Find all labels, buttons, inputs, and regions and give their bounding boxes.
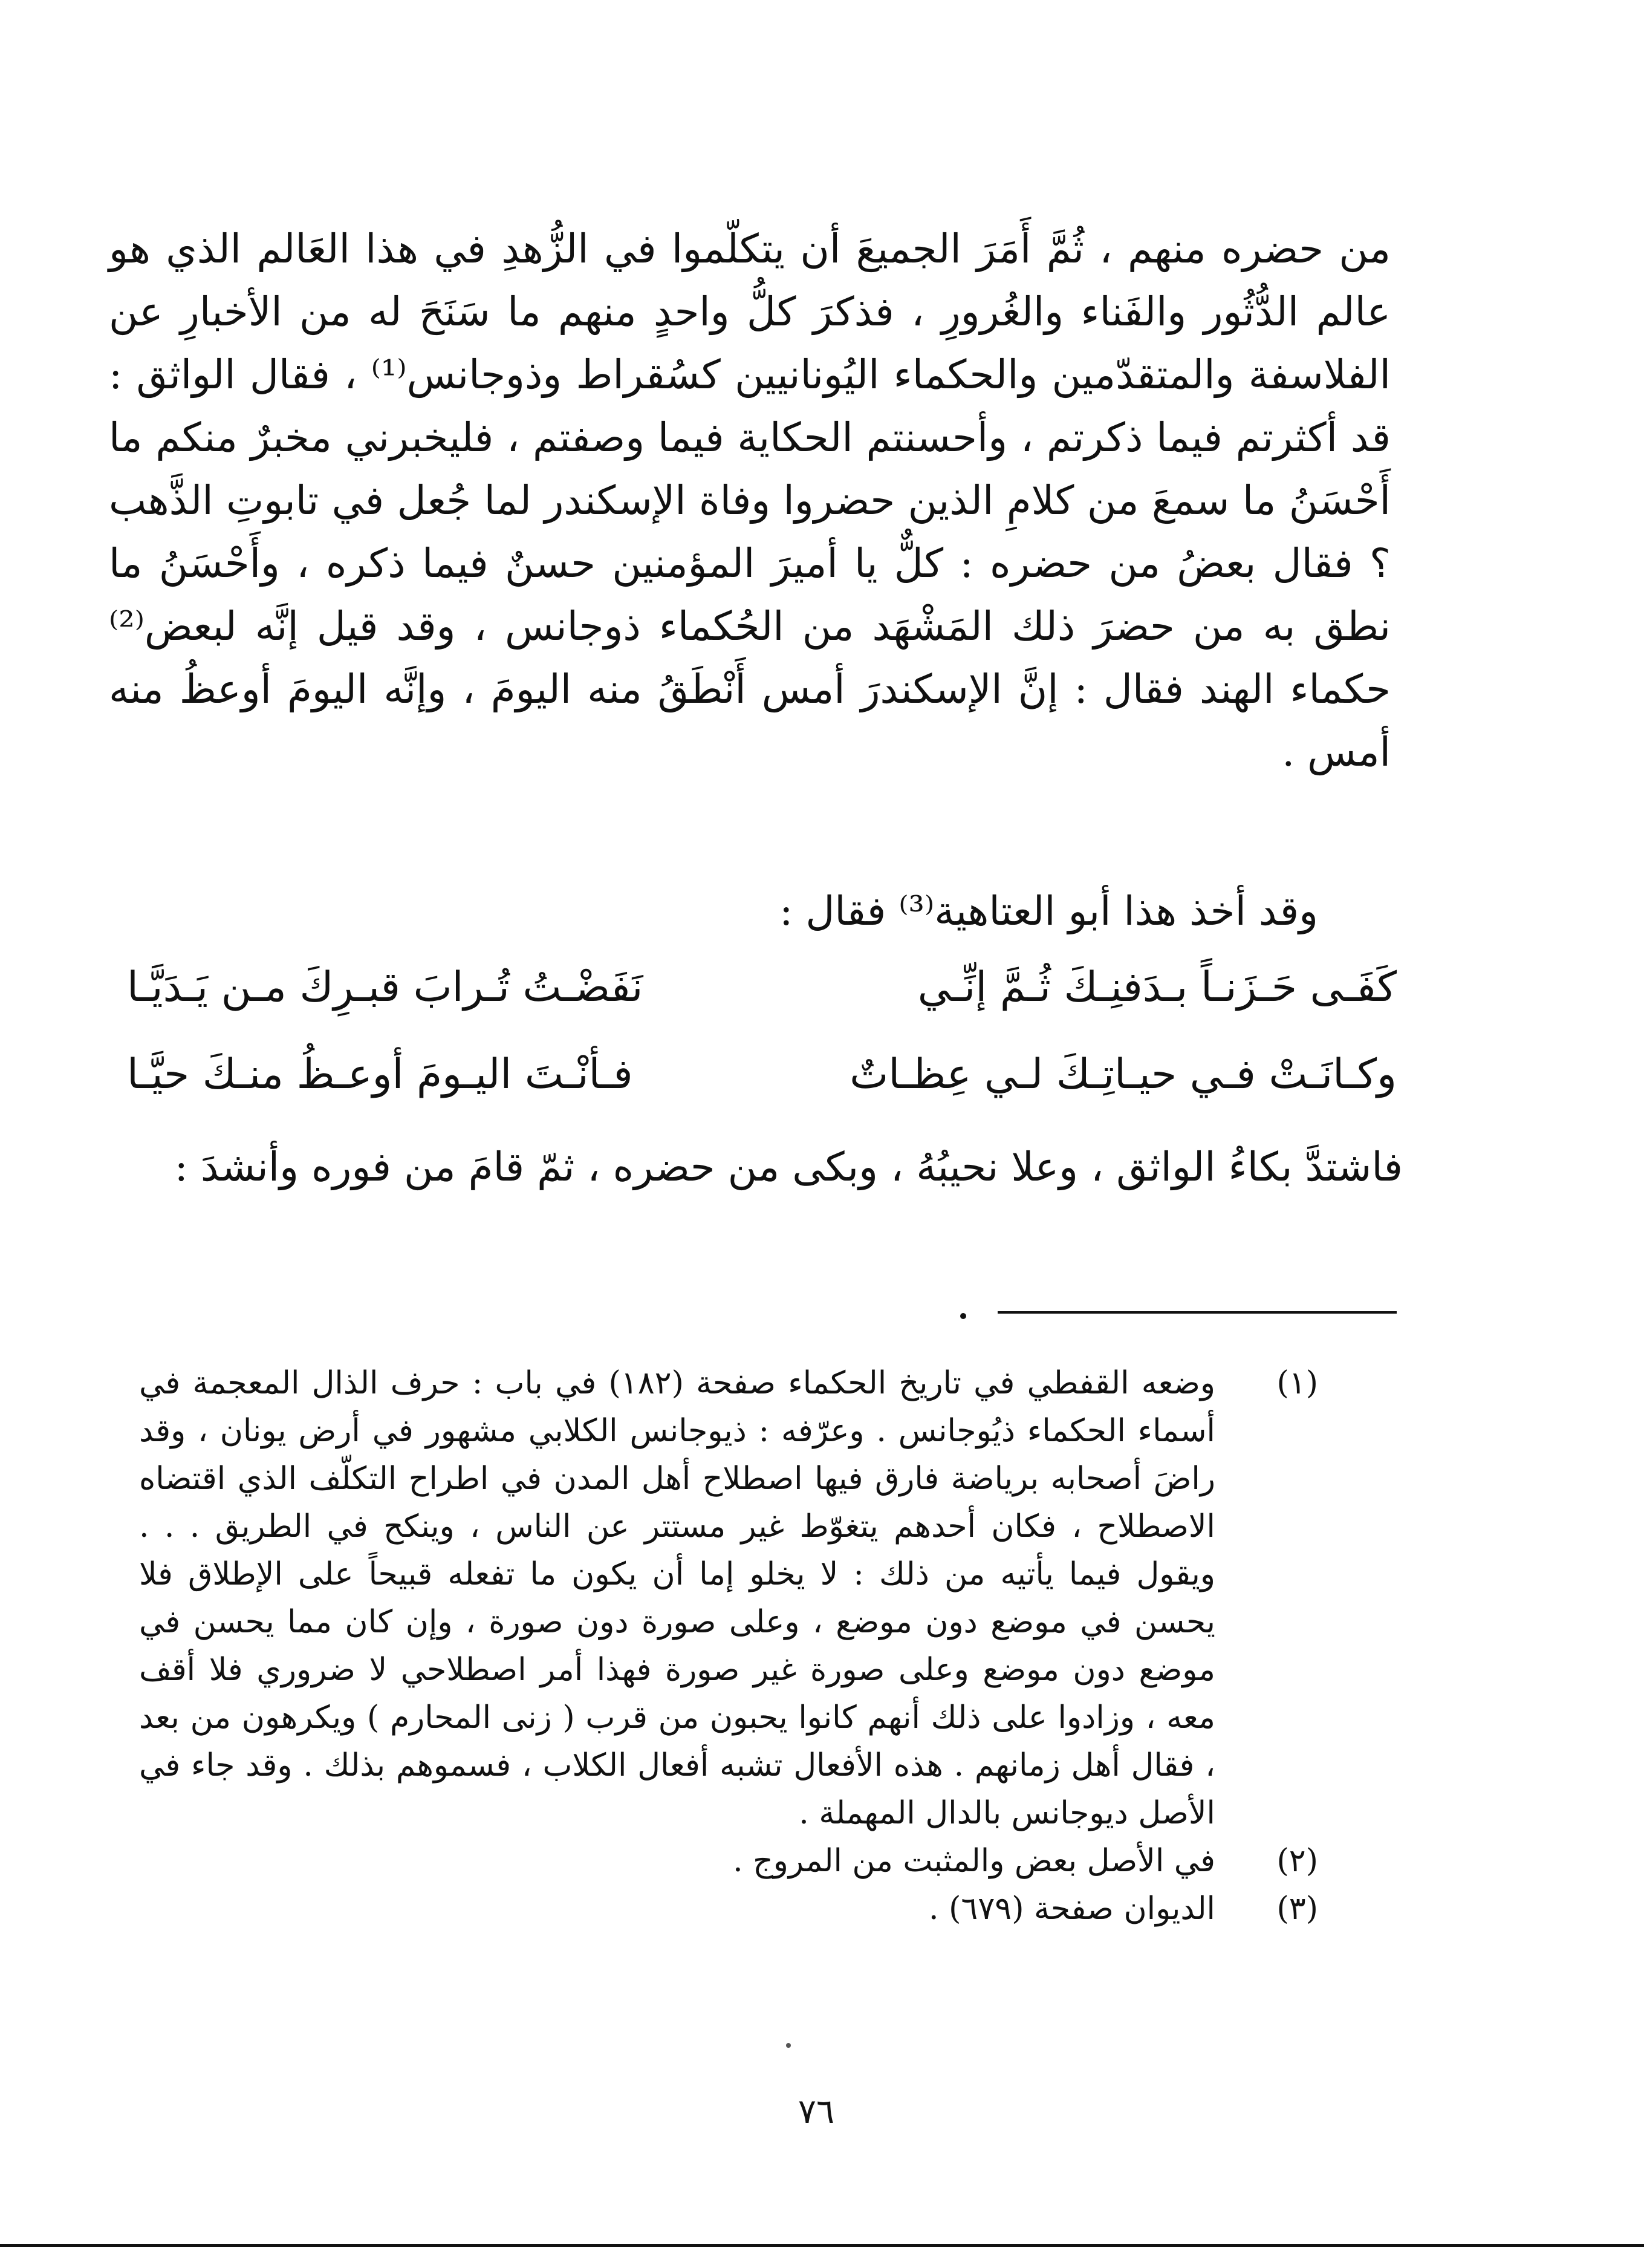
separator-dot — [960, 1313, 966, 1319]
footnote-1 — [139, 1360, 1318, 1837]
verse-1-first-hemistich: كَفَـى حَـزَنـاً بـدَفنِـكَ ثُـمَّ إنِّـي — [917, 963, 1397, 1011]
footnote-3 — [139, 1885, 1318, 1933]
footnote-text: وضعه القفطي في تاريخ الحكماء صفحة (١٨٢) في باب : حرف الذال المعجمة في أسماء الحكماء ذيُوجانس . وعرّفه : ذيوجانس الكلابي مشهور في أرض يونان ، وقد راضَ أصحابه برياضة فارق فيها اصطلاح أهل المدن في اطراح التكلّف الذي اقتضاه الاصطلاح ، فكان أحدهم يتغوّط غير مستتر عن الناس ، وينكح في الطريق . . . ويقول فيما يأتيه من ذلك : لا يخلو إما أن يكون ما تفعله قبيحاً على الإطلاق فلا يحسن في موضع دون موضع ، وعلى صورة دون صورة ، وإن كان مما يحسن في موضع دون موضع وعلى صورة غير صورة فهذا أمر اصطلاحي لا ضروري فلا أقف معه ، وزادوا على ذلك أنهم كانوا يحبون من قرب ( زنى المحارم ) ويكرهون من بعد ، فقال أهل زمانهم . هذه الأفعال تشبه أفعال الكلاب ، فسموهم بذلك . وقد جاء في الأصل ديوجانس بالدال المهملة . — [139, 1365, 1216, 1831]
verse-line-1 — [121, 954, 1397, 1021]
verse-line-2 — [121, 1041, 1397, 1108]
page-number: ٧٦ — [798, 2092, 835, 2131]
footnote-number: (١) — [1276, 1365, 1318, 1401]
footnote-text: الديوان صفحة (٦٧٩) . — [929, 1891, 1215, 1927]
verse-intro: وقد أخذ هذا أبو العتاهية⁽³⁾ فقال : — [779, 888, 1318, 934]
verse-1-second-hemistich: نَفَضْـتُ تُـرابَ قبـرِكَ مـن يَـدَيَّـا — [127, 963, 643, 1011]
footnote-number: (٣) — [1276, 1891, 1318, 1927]
body-paragraph: من حضره منهم ، ثُمَّ أَمَرَ الجميعَ أن يتكلّموا في الزُّهدِ في هذا العَالم الذي هو عالم الدُّثُور والفَناء والغُرورِ ، فذكرَ كلُّ واحدٍ منهم ما سَنَحَ له من الأخبارِ عن الفلاسفة والمتقدّمين والحكماء اليُونانيين كسُقراط وذوجانس⁽¹⁾ ، فقال الواثق : قد أكثرتم فيما ذكرتم ، وأحسنتم الحكاية فيما وصفتم ، فليخبرني مخبرٌ منكم ما أَحْسَنُ ما سمعَ من كلامِ الذين حضروا وفاة الإسكندر لما جُعل في تابوتِ الذَّهب ؟ فقال بعضُ من حضره : كلٌّ يا أميرَ المؤمنين حسنٌ فيما ذكره ، وأَحْسَنُ ما نطق به من حضرَ ذلك المَشْهَد من الحُكماء ذوجانس ، وقد قيل إنَّه لبعض⁽²⁾ حكماء الهند فقال : إنَّ الإسكندرَ أمس أَنْطَقُ منه اليومَ ، وإنَّه اليومَ أوعظُ منه أمس . — [109, 226, 1391, 775]
footnote-2 — [139, 1837, 1318, 1885]
footnote-number: (٢) — [1276, 1843, 1318, 1879]
stray-dot — [786, 2043, 791, 2048]
footnote-separator — [998, 1311, 1397, 1314]
scan-edge-line — [0, 2244, 1644, 2247]
footnote-text: في الأصل بعض والمثبت من المروج . — [733, 1843, 1215, 1879]
footnotes — [139, 1360, 1318, 1933]
closing-paragraph: فاشتدَّ بكاءُ الواثق ، وعلا نحيبُهُ ، وبكى من حضره ، ثمّ قامَ من فوره وأنشدَ : — [174, 1144, 1403, 1190]
verse-2-first-hemistich: وكـانَـتْ فـي حيـاتِـكَ لـي عِظـاتٌ — [850, 1051, 1397, 1098]
verse-2-second-hemistich: فـأنْـتَ اليـومَ أوعـظُ منـكَ حيَّـا — [127, 1051, 633, 1098]
